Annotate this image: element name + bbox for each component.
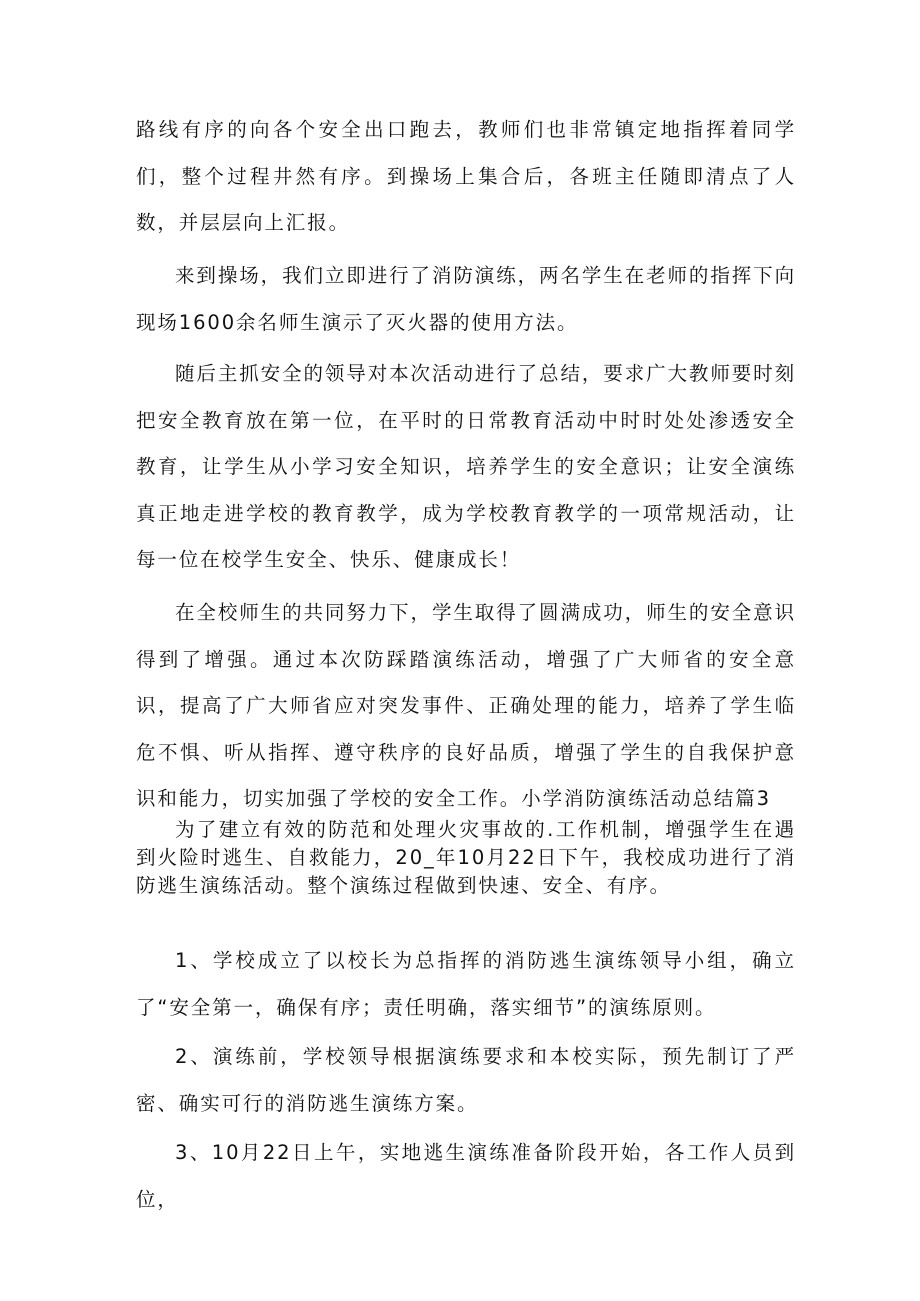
- paragraph-7: 2、演练前，学校领导根据演练要求和本校实际，预先制订了严密、确实可行的消防逃生演练方案。: [136, 1045, 796, 1115]
- paragraph-8: 3、10月22日上午，实地逃生演练准备阶段开始，各工作人员到位，: [136, 1141, 796, 1211]
- paragraph-2: 来到操场，我们立即进行了消防演练，两名学生在老师的指挥下向现场1600余名师生演示了灭火器的使用方法。: [136, 264, 796, 334]
- paragraph-5: 为了建立有效的防范和处理火灾事故的.工作机制，增强学生在遇到火险时逃生、自救能力，20_年10月22日下午，我校成功进行了消防逃生演练活动。整个演练过程做到快速、安全、有序。: [136, 818, 796, 897]
- paragraph-6: 1、学校成立了以校长为总指挥的消防逃生演练领导小组，确立了“安全第一，确保有序；责任明确，落实细节”的演练原则。: [136, 949, 796, 1019]
- paragraph-4: 在全校师生的共同努力下，学生取得了圆满成功，师生的安全意识得到了增强。通过本次防踩踏演练活动，增强了广大师省的安全意识，提高了广大师省应对突发事件、正确处理的能力，培养了学生临危不惧、听从指挥、遵守秩序的良好品质，增强了学生的自我保护意识和能力，切实加强了学校的安全工作。小学消防演练活动总结篇3: [136, 601, 796, 810]
- paragraph-1: 路线有序的向各个安全出口跑去，教师们也非常镇定地指挥着同学们，整个过程井然有序。到操场上集合后，各班主任随即清点了人数，并层层向上汇报。: [136, 118, 796, 234]
- paragraph-3: 随后主抓安全的领导对本次活动进行了总结，要求广大教师要时刻把安全教育放在第一位，在平时的日常教育活动中时时处处渗透安全教育，让学生从小学习安全知识，培养学生的安全意识；让安全演练真正地走进学校的教育教学，成为学校教育教学的一项常规活动，让每一位在校学生安全、快乐、健康成长！: [136, 362, 796, 571]
